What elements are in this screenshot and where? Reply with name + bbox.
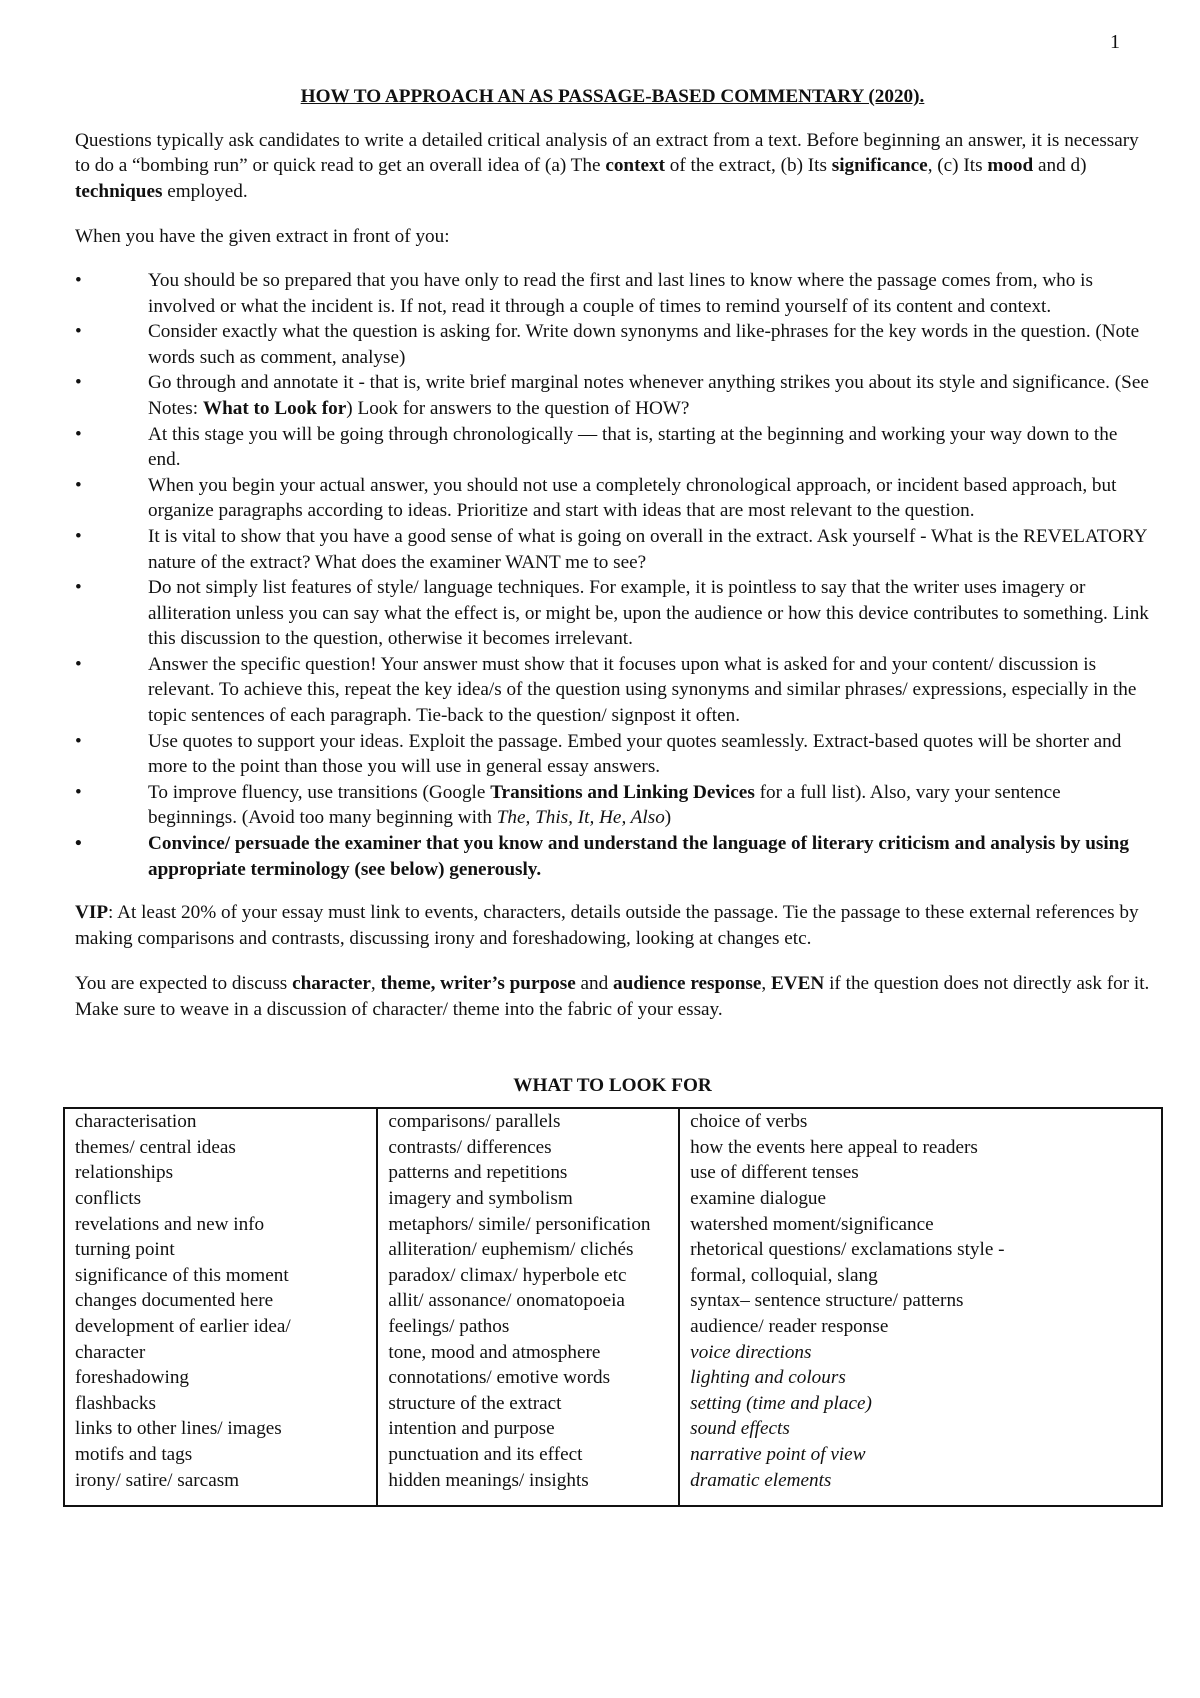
table-cell-item: sound effects (690, 1418, 790, 1440)
table-cell-item: connotations/ emotive words (388, 1367, 611, 1389)
text-run: employed. (162, 180, 248, 202)
vip-paragraph (75, 900, 1150, 951)
table-cell-item: revelations and new info (75, 1213, 265, 1235)
table-cell-item: turning point (75, 1239, 175, 1261)
text-run: ) Look for answers to the question of HOW? (346, 397, 690, 419)
what-to-look-for-heading: WHAT TO LOOK FOR (513, 1074, 712, 1096)
table-cell-item: examine dialogue (690, 1187, 827, 1209)
table-cell-item: intention and purpose (388, 1418, 555, 1440)
bold-text-run: audience response (613, 973, 762, 995)
table-cell-item: use of different tenses (690, 1162, 859, 1184)
what-to-look-for-table (63, 1107, 1163, 1507)
table-column-1 (64, 1108, 377, 1506)
table-cell-item: relationships (75, 1162, 174, 1184)
list-item (75, 370, 1150, 421)
text-run: , (c) Its (927, 155, 988, 177)
text-run: ) (664, 807, 672, 829)
table-cell-item: rhetorical questions/ exclamations style - (690, 1239, 1005, 1261)
table-cell-item: watershed moment/significance (690, 1213, 934, 1235)
bullet-icon: • (75, 269, 82, 291)
table-cell-item: foreshadowing (75, 1367, 190, 1389)
table-cell-item: paradox/ climax/ hyperbole etc (388, 1264, 627, 1286)
list-item (75, 652, 1150, 729)
bold-text-run: What to Look for (202, 397, 347, 419)
table-cell-item: audience/ reader response (690, 1315, 889, 1337)
list-item (75, 729, 1150, 780)
expected-paragraph (75, 971, 1150, 1022)
table-cell-item: significance of this moment (75, 1264, 289, 1286)
list-item (75, 524, 1150, 575)
page-number: 1 (1110, 31, 1120, 53)
italic-text-run: The, This, It, He, Also (496, 807, 665, 829)
table-cell-item: irony/ satire/ sarcasm (75, 1469, 240, 1491)
table-cell-item: alliteration/ euphemism/ clichés (388, 1239, 634, 1261)
intro-paragraph (75, 128, 1150, 205)
table-cell-item: characterisation (75, 1111, 197, 1133)
text-run: : At least 20% of your essay must link to events, characters, details outside the passage. Tie the passage to these external references by making comparisons and contrasts, discussing irony and foreshadowing, looking at changes etc. (75, 902, 1139, 949)
table-cell-item: narrative point of view (690, 1443, 866, 1465)
bold-text-run: Convince/ persuade the examiner that you know and understand the language of literary criticism and analysis by using appropriate terminology (see below) generously. (148, 833, 1129, 880)
text-run: Answer the specific question! Your answer must show that it focuses upon what is asked for and your content/ discussion is relevant. To achieve this, repeat the key idea/s of the question using synonyms and similar phrases/ expressions, especially in the topic sentences of each paragraph. Tie-back to the question/ signpost it often. (148, 653, 1137, 727)
text-run: , (370, 973, 381, 995)
text-run: if the question does not directly ask for it. Make sure to weave in a discussion of character/ theme into the fabric of your essay. (75, 973, 1150, 1020)
table-cell-item: dramatic elements (690, 1469, 832, 1491)
text-run: for a full list). Also, vary your sentence beginnings. (Avoid too many beginning with (148, 781, 1061, 829)
text-run: of the extract, (b) Its (664, 155, 832, 177)
table-cell-item: lighting and colours (690, 1367, 846, 1389)
table-cell-item: flashbacks (75, 1392, 156, 1414)
bullet-icon: • (75, 781, 82, 803)
table-cell-item: allit/ assonance/ onomatopoeia (388, 1290, 625, 1312)
table-column-3 (679, 1108, 1162, 1506)
list-item (75, 575, 1150, 652)
advice-list (75, 268, 1150, 882)
text-run: and d) (1033, 155, 1087, 177)
bold-text-run: techniques (75, 180, 163, 202)
bold-text-run: character (292, 973, 371, 995)
list-item (75, 268, 1150, 319)
text-run: and (575, 973, 614, 995)
text-run: Go through and annotate it - that is, write brief marginal notes whenever anything strikes you about its style and significance. (See Notes: (148, 372, 1149, 419)
table-cell-item: punctuation and its effect (388, 1443, 583, 1465)
table-cell-item: formal, colloquial, slang (690, 1264, 878, 1286)
bullet-icon: • (75, 730, 82, 752)
table-cell-item: imagery and symbolism (388, 1187, 573, 1209)
text-run: You should be so prepared that you have only to read the first and last lines to know where the passage comes from, who is involved or what the incident is. If not, read it through a couple of times to remind yourself of its content and context. (148, 269, 1093, 317)
table-cell-item: tone, mood and atmosphere (388, 1341, 601, 1363)
bold-text-run: context (605, 155, 665, 177)
bullet-icon: • (75, 474, 82, 496)
table-cell-item: how the events here appeal to readers (690, 1136, 978, 1158)
table-cell-item: changes documented here (75, 1290, 274, 1312)
table-cell-item: themes/ central ideas (75, 1136, 236, 1158)
table-cell-item: feelings/ pathos (388, 1315, 510, 1337)
text-run: Do not simply list features of style/ language techniques. For example, it is pointless to say that the writer uses imagery or alliteration unless you can say what the effect is, or might be, upon the audience or how this device contributes to something. Link this discussion to the question, otherwise it becomes irrelevant. (148, 577, 1149, 650)
list-item (75, 831, 1150, 882)
text-run: At this stage you will be going through chronologically — that is, starting at the beginning and working your way down to the end. (148, 423, 1118, 471)
bold-text-run: EVEN (770, 973, 825, 995)
table-cell-item: conflicts (75, 1187, 142, 1209)
text-run: When you begin your actual answer, you should not use a completely chronological approach, or incident based approach, but organize paragraphs according to ideas. Prioritize and start with ideas that are most relevant to the question. (148, 474, 1117, 522)
bullet-icon: • (75, 833, 82, 855)
text-run: To improve fluency, use transitions (Google (148, 781, 491, 803)
bullet-icon: • (75, 653, 82, 675)
list-item (75, 473, 1150, 524)
lead-sentence: When you have the given extract in front of you: (75, 226, 450, 248)
bold-text-run: VIP (75, 902, 109, 924)
bullet-icon: • (75, 577, 82, 599)
table-cell-item: syntax– sentence structure/ patterns (690, 1290, 964, 1312)
table-cell-item: character (75, 1341, 146, 1363)
table-cell-item: patterns and repetitions (388, 1162, 568, 1184)
table-cell-item: motifs and tags (75, 1443, 193, 1465)
bullet-icon: • (75, 423, 82, 445)
bullet-icon: • (75, 321, 82, 343)
bold-text-run: significance (831, 155, 928, 177)
bullet-icon: • (75, 525, 82, 547)
table-cell-item: development of earlier idea/ (75, 1315, 291, 1337)
text-run: You are expected to discuss (75, 973, 293, 995)
table-cell-item: setting (time and place) (690, 1392, 872, 1414)
text-run: It is vital to show that you have a good sense of what is going on overall in the extract. Ask yourself - What is the REVELATORY nature of the extract? What does the examiner WANT me to see? (148, 525, 1147, 573)
document-body (75, 84, 1150, 1109)
table-cell-item: metaphors/ simile/ personification (388, 1213, 651, 1235)
text-run: Consider exactly what the question is asking for. Write down synonyms and like-phrases for the key words in the question. (Note words such as comment, analyse) (148, 321, 1140, 368)
table-cell-item: contrasts/ differences (388, 1136, 552, 1158)
list-item (75, 780, 1150, 831)
list-item (75, 422, 1150, 473)
table-cell-item: voice directions (690, 1341, 812, 1363)
text-run: , (761, 973, 771, 995)
table-cell-item: structure of the extract (388, 1392, 562, 1414)
bullet-icon: • (75, 372, 82, 394)
table-cell-item: comparisons/ parallels (388, 1111, 561, 1133)
bold-text-run: Transitions and Linking Devices (490, 781, 755, 803)
bold-text-run: mood (987, 155, 1034, 177)
page-title: HOW TO APPROACH AN AS PASSAGE-BASED COMMENTARY (2020). (300, 86, 925, 107)
list-item (75, 319, 1150, 370)
text-run: Use quotes to support your ideas. Exploit the passage. Embed your quotes seamlessly. Extract-based quotes will be shorter and more to the point than those you will use in general essay answers. (148, 730, 1122, 778)
table-cell-item: links to other lines/ images (75, 1418, 282, 1440)
table-column-2 (377, 1108, 679, 1506)
table-cell-item: hidden meanings/ insights (388, 1469, 589, 1491)
bold-text-run: theme, writer’s purpose (380, 973, 576, 995)
text-run: Questions typically ask candidates to write a detailed critical analysis of an extract from a text. Before beginning an answer, it is necessary to do a “bombing run” or quick read to get an overall idea of (a) The (75, 129, 1139, 177)
table-row (64, 1108, 1162, 1506)
table-cell-item: choice of verbs (690, 1111, 808, 1133)
